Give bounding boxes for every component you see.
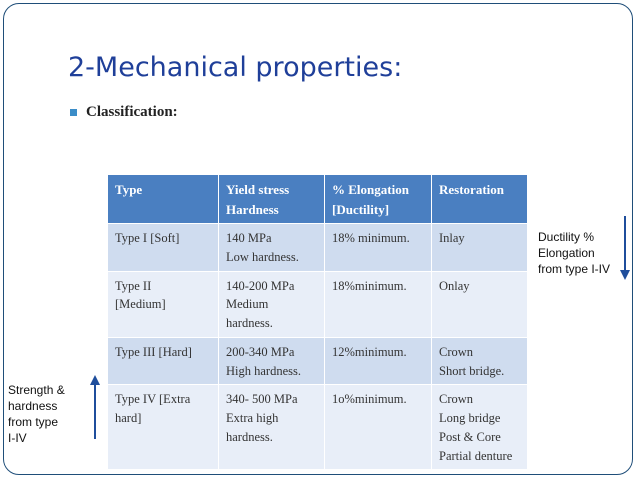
strength-note: Strength & hardness from type I-IV <box>8 383 65 445</box>
table-row <box>108 385 528 470</box>
bullet-text: Classification: <box>86 104 178 120</box>
table-header-row <box>108 175 528 224</box>
cell-elongation: 18% minimum. <box>325 224 432 272</box>
cell-yield: 200-340 MPa High hardness. <box>219 337 325 385</box>
cell-restoration: Onlay <box>432 271 528 337</box>
cell-elongation: 12%minimum. <box>325 337 432 385</box>
cell-restoration: Crown Short bridge. <box>432 337 528 385</box>
header-type: Type <box>108 175 219 224</box>
cell-yield: 340- 500 MPa Extra high hardness. <box>219 385 325 470</box>
bullet-square-icon <box>70 109 77 116</box>
header-restoration: Restoration <box>432 175 528 224</box>
table-row <box>108 224 528 272</box>
cell-type: Type I [Soft] <box>108 224 219 272</box>
cell-type: Type IV [Extra hard] <box>108 385 219 470</box>
classification-table <box>107 174 528 470</box>
table-row <box>108 337 528 385</box>
down-arrow-icon <box>618 215 632 281</box>
cell-elongation: 18%minimum. <box>325 271 432 337</box>
bullet-item <box>70 104 178 121</box>
cell-yield: 140 MPa Low hardness. <box>219 224 325 272</box>
header-yield-stress: Yield stress Hardness <box>219 175 325 224</box>
slide-title: 2-Mechanical properties: <box>68 52 403 83</box>
cell-yield: 140-200 MPa Medium hardness. <box>219 271 325 337</box>
cell-restoration: Inlay <box>432 224 528 272</box>
table-row <box>108 271 528 337</box>
cell-elongation: 1o%minimum. <box>325 385 432 470</box>
header-elongation: % Elongation [Ductility] <box>325 175 432 224</box>
cell-restoration: Crown Long bridge Post & Core Partial denture <box>432 385 528 470</box>
cell-type: Type III [Hard] <box>108 337 219 385</box>
cell-type: Type II [Medium] <box>108 271 219 337</box>
up-arrow-icon <box>88 374 102 440</box>
ductility-note: Ductility % Elongation from type I-IV <box>538 230 611 276</box>
